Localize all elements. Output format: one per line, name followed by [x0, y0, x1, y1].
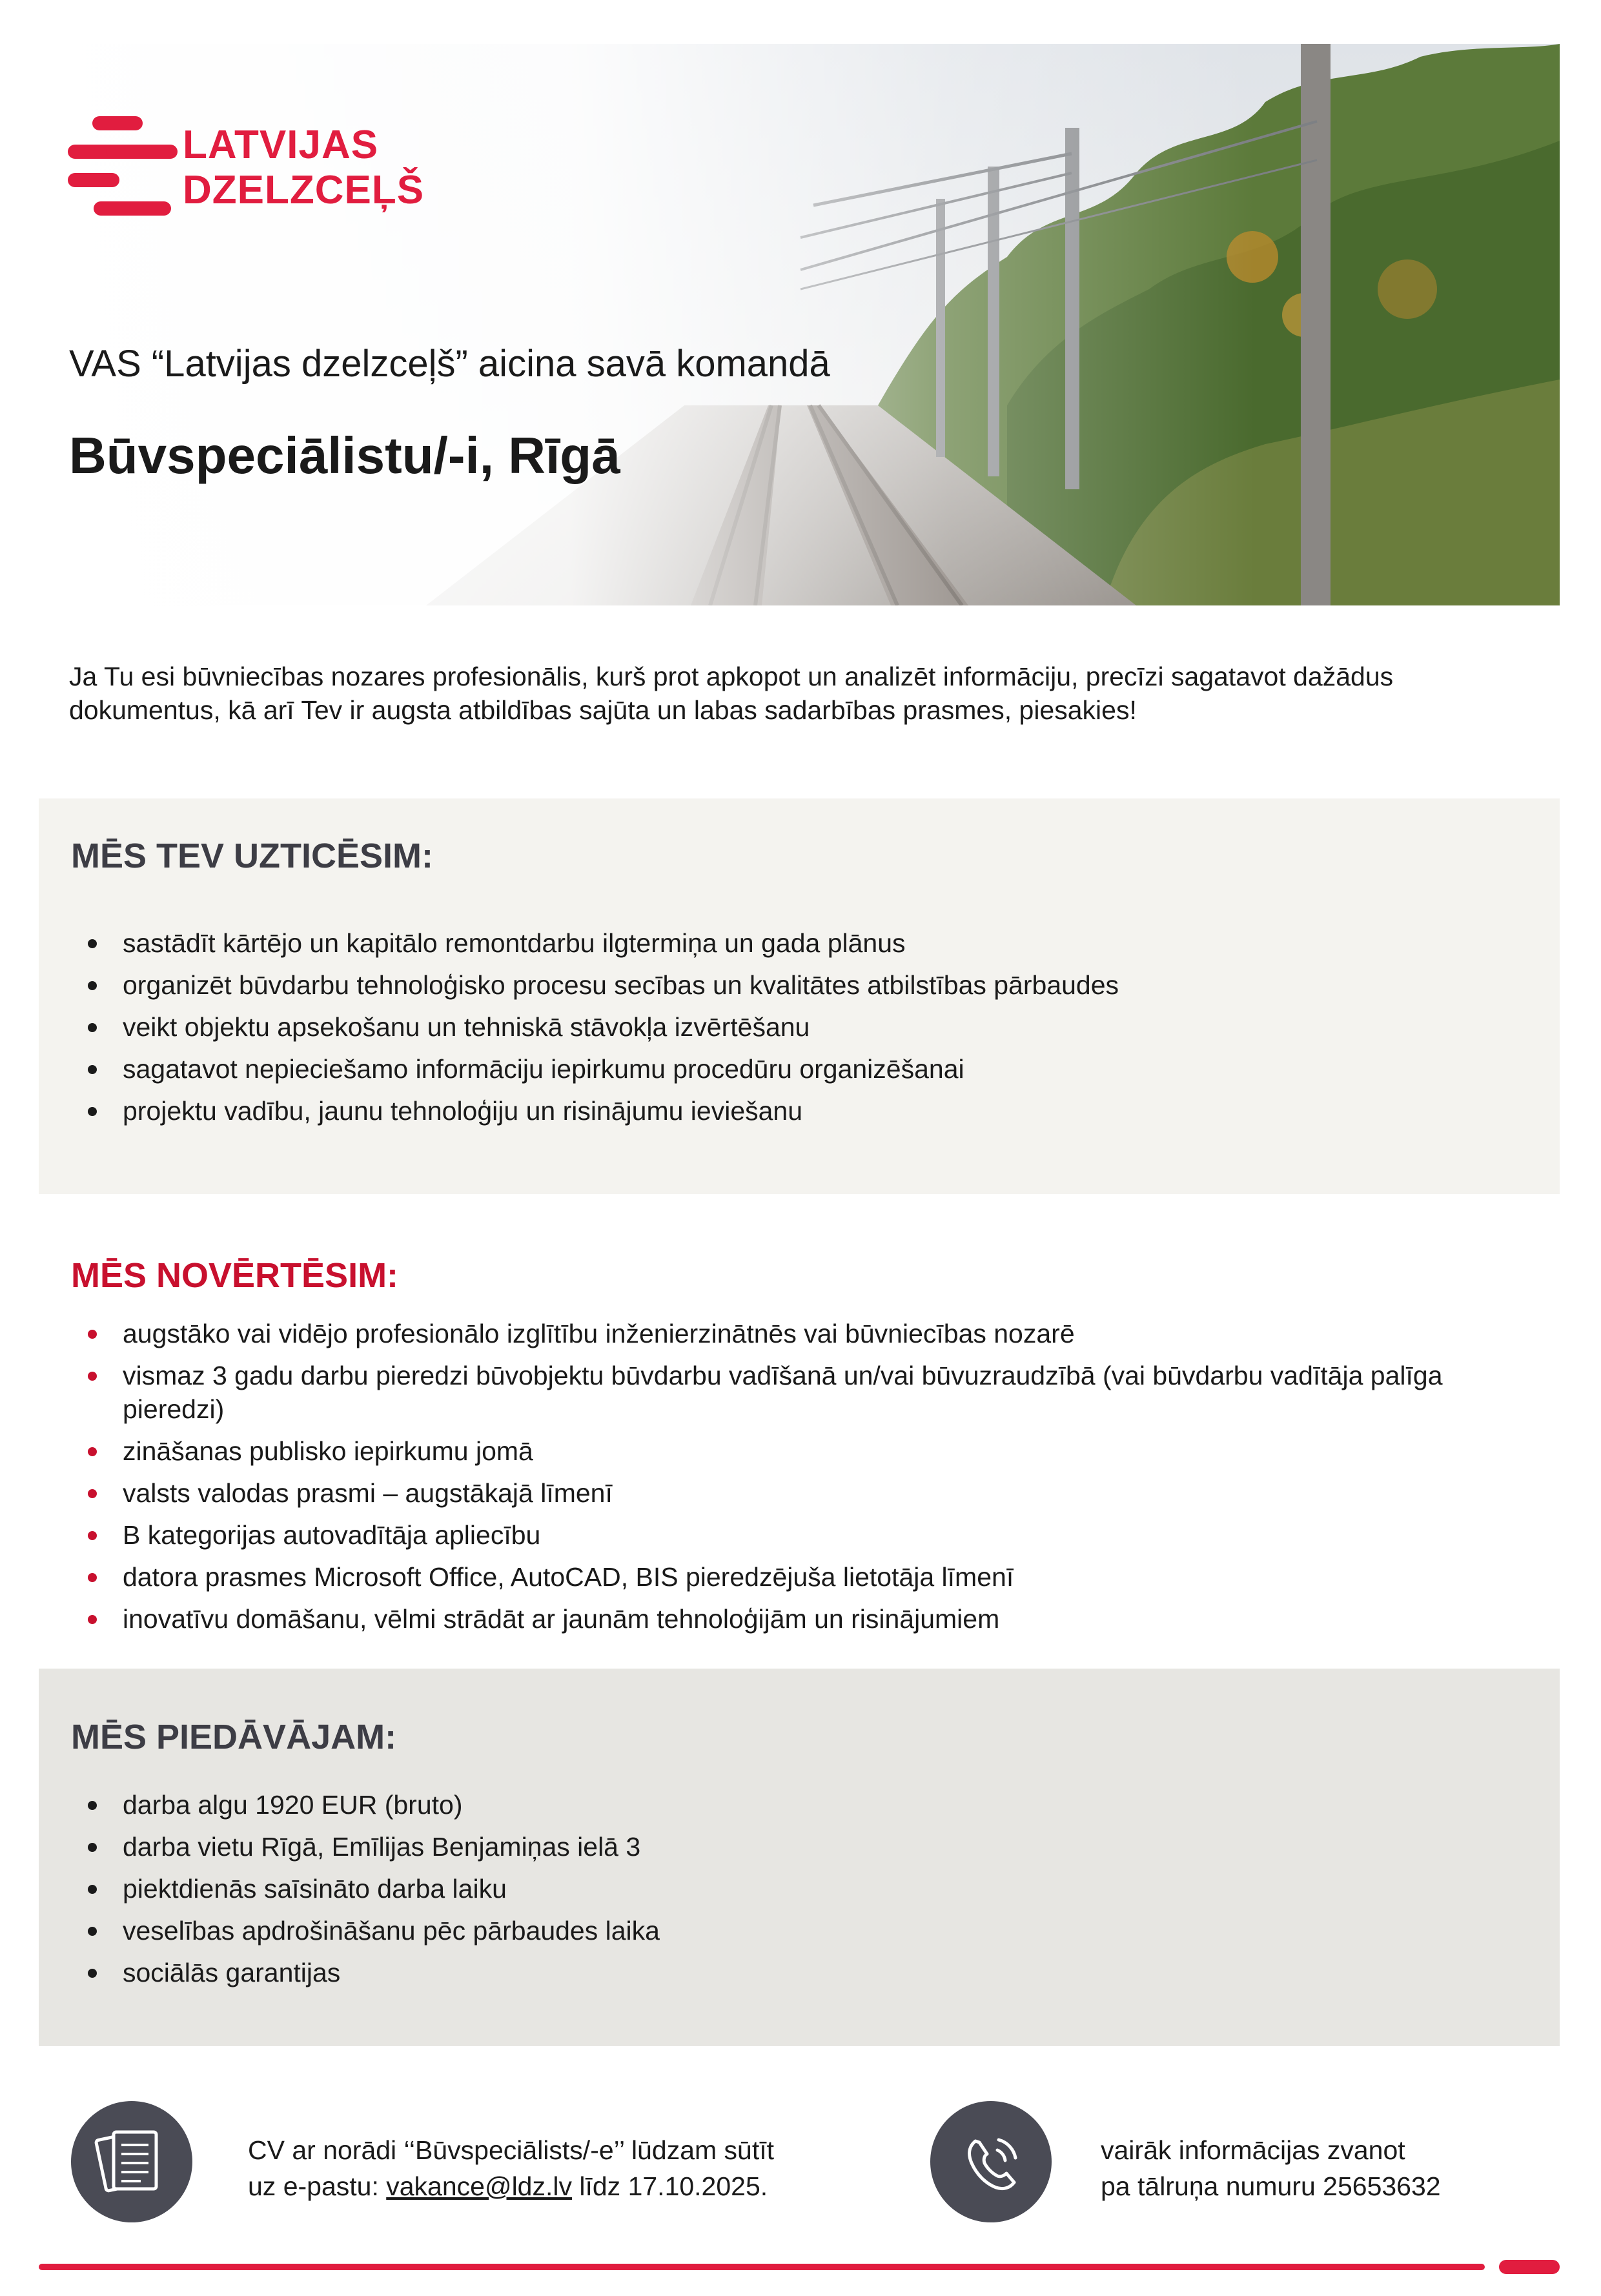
list-item: datora prasmes Microsoft Office, AutoCAD, BIS pieredzējuša lietotāja līmenī [71, 1560, 1491, 1594]
list-item: darba vietu Rīgā, Emīlijas Benjamiņas ielā 3 [71, 1830, 1491, 1864]
phone-line-1: vairāk informācijas zvanot [1101, 2135, 1405, 2165]
logo-stripe [68, 173, 119, 187]
logo-line-2: DZELZCEĻŠ [183, 168, 425, 212]
cv-line-2 [248, 2168, 774, 2204]
documents-icon [71, 2101, 192, 2222]
phone-info [1101, 2132, 1441, 2204]
offer-list [71, 1788, 1491, 1998]
list-item: sociālās garantijas [71, 1956, 1491, 1989]
email-link[interactable]: vakance@ldz.lv [386, 2171, 572, 2201]
phone-line-2: pa tālruņa numuru 25653632 [1101, 2171, 1441, 2201]
requirements-list [71, 1317, 1491, 1644]
list-item: zināšanas publisko iepirkumu jomā [71, 1434, 1491, 1468]
list-item: veselības apdrošināšanu pēc pārbaudes laika [71, 1914, 1491, 1947]
logo-text [183, 123, 424, 213]
offer-heading: MĒS PIEDĀVĀJAM: [71, 1718, 397, 1756]
logo-stripe [94, 201, 171, 216]
intro-line: VAS “Latvijas dzelzceļš” aicina savā komandā [69, 343, 830, 385]
lead-paragraph: Ja Tu esi būvniecības nozares profesionālis, kurš prot apkopot un analizēt informāciju, precīzi sagatavot dažādus dokumentus, kā arī Tev ir augsta atbildības sajūta un labas sadarbības prasmes, piesakies! [69, 662, 1394, 725]
company-logo [68, 108, 425, 225]
logo-stripe [92, 116, 143, 130]
cv-line-2-prefix: uz e-pastu: [248, 2171, 387, 2201]
list-item: B kategorijas autovadītāja apliecību [71, 1518, 1491, 1552]
cv-line-1: CV ar norādi ‘‘Būvspeciālists/-e’’ lūdzam sūtīt [248, 2135, 775, 2165]
requirements-heading: MĒS NOVĒRTĒSIM: [71, 1256, 399, 1295]
cv-deadline: līdz 17.10.2025. [571, 2171, 768, 2201]
list-item: projektu vadību, jaunu tehnoloģiju un risinājumu ieviešanu [71, 1094, 1491, 1128]
list-item: darba algu 1920 EUR (bruto) [71, 1788, 1491, 1822]
footer-divider [39, 2264, 1485, 2270]
list-item: organizēt būvdarbu tehnoloģisko procesu secības un kvalitātes atbilstības pārbaudes [71, 968, 1491, 1002]
list-item: augstāko vai vidējo profesionālo izglītību inženierzinātnēs vai būvniecības nozarē [71, 1317, 1491, 1350]
list-item: sagatavot nepieciešamo informāciju iepirkumu procedūru organizēšanai [71, 1052, 1491, 1086]
logo-line-1: LATVIJAS [183, 123, 379, 167]
phone-icon [930, 2101, 1052, 2222]
list-item: vismaz 3 gadu darbu pieredzi būvobjektu būvdarbu vadīšanā un/vai būvuzraudzībā (vai būvdarbu vadītāja palīga pieredzi) [71, 1359, 1491, 1426]
job-title: Būvspeciālistu/-i, Rīgā [69, 427, 620, 484]
list-item: sastādīt kārtējo un kapitālo remontdarbu ilgtermiņa un gada plānus [71, 926, 1491, 960]
list-item: inovatīvu domāšanu, vēlmi strādāt ar jaunām tehnoloģijām un risinājumiem [71, 1602, 1491, 1636]
footer-accent [1499, 2260, 1560, 2274]
logo-stripe [107, 145, 178, 159]
duties-list [71, 926, 1491, 1136]
list-item: veikt objektu apsekošanu un tehniskā stāvokļa izvērtēšanu [71, 1010, 1491, 1044]
list-item: valsts valodas prasmi – augstākajā līmenī [71, 1476, 1491, 1510]
duties-heading: MĒS TEV UZTICĒSIM: [71, 837, 434, 875]
cv-instructions [248, 2132, 774, 2204]
list-item: piektdienās saīsināto darba laiku [71, 1872, 1491, 1905]
